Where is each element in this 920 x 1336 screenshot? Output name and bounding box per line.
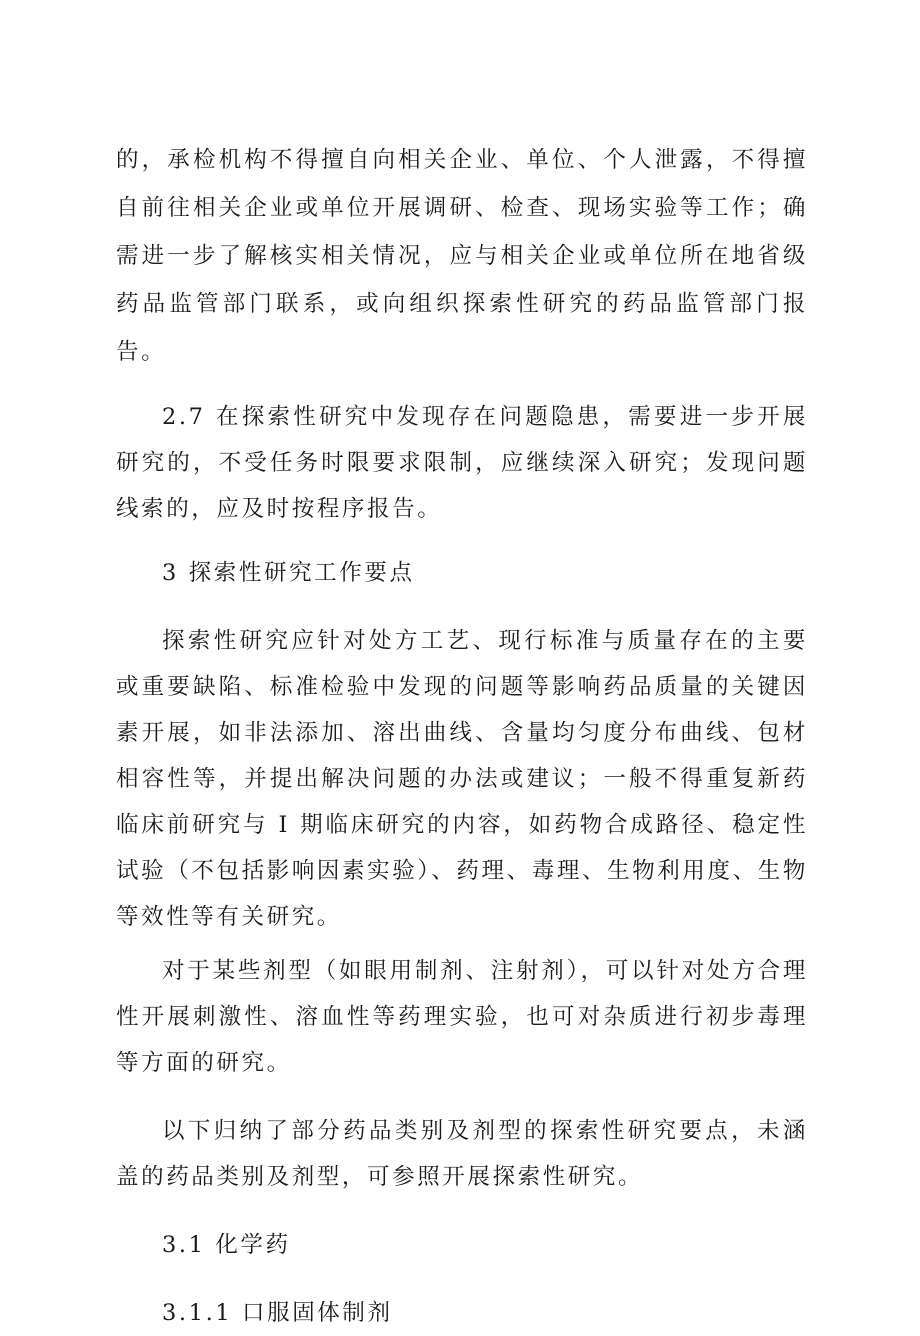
paragraph-continuation: 的，承检机构不得擅自向相关企业、单位、个人泄露，不得擅自前往相关企业或单位开展调研、检查、现场实验等工作；确需进一步了解核实相关情况，应与相关企业或单位所在地省级药品监管部门联系，或向组织探索性研究的药品监管部门报告。 <box>116 147 808 365</box>
paragraph-summary: 以下归纳了部分药品类别及剂型的探索性研究要点，未涵盖的药品类别及剂型，可参照开展探索性研究。 <box>116 1118 808 1190</box>
paragraph-exploratory-research: 探索性研究应针对处方工艺、现行标准与质量存在的主要或重要缺陷、标准检验中发现的问题等影响药品质量的关键因素开展，如非法添加、溶出曲线、含量均匀度分布曲线、包材相容性等，并提出解决问题的办法或建议；一般不得重复新药临床前研究与 I 期临床研究的内容，如药物合成路径、稳定性试验（不包括影响因素实验）、药理、毒理、生物利用度、生物等效性等有关研究。 <box>116 628 808 930</box>
section-heading-3-1: 3.1 化学药 <box>162 1232 291 1258</box>
section-heading-3: 3 探索性研究工作要点 <box>162 560 415 586</box>
paragraph-section-2-7: 2.7 在探索性研究中发现存在问题隐患，需要进一步开展研究的，不受任务时限要求限制，应继续深入研究；发现问题线索的，应及时按程序报告。 <box>116 404 808 522</box>
document-body <box>116 136 808 1336</box>
paragraph-dosage-forms: 对于某些剂型（如眼用制剂、注射剂），可以针对处方合理性开展刺激性、溶血性等药理实验，也可对杂质进行初步毒理等方面的研究。 <box>116 958 808 1076</box>
section-heading-3-1-1: 3.1.1 口服固体制剂 <box>162 1300 393 1326</box>
